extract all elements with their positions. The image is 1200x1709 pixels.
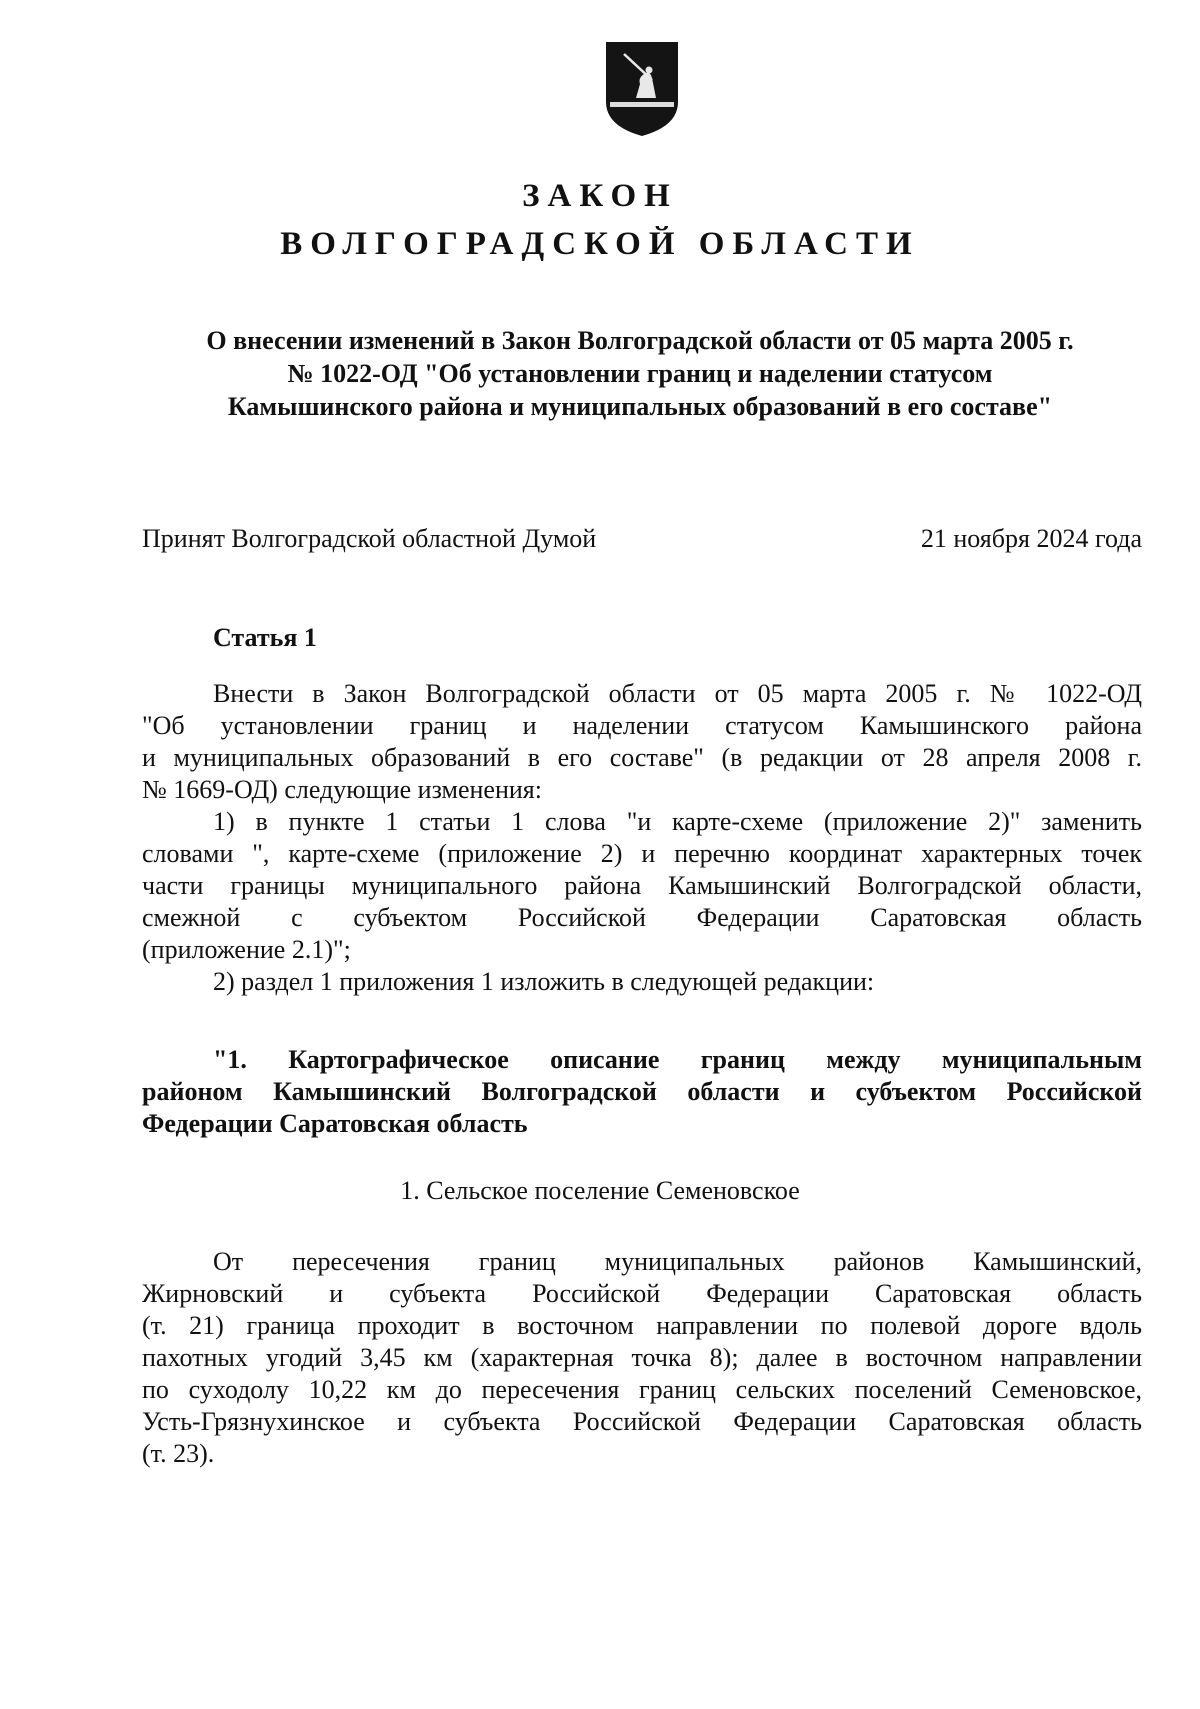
article-line: и муниципальных образований в его составе" (в редакции от 28 апреля 2008 г. [142,743,1142,772]
article-line: 1) в пункте 1 статьи 1 слова "и карте-схеме (приложение 2)" заменить [213,807,1142,836]
subsection-title: 1. Сельское поселение Семеновское [400,1176,800,1205]
description-line: по суходолу 10,22 км до пересечения границ сельских поселений Семеновское, [142,1375,1142,1404]
description-line: (т. 21) граница проходит в восточном направлении по полевой дороге вдоль [142,1311,1142,1340]
article-line: № 1669-ОД) следующие изменения: [142,775,542,804]
description-line: Жирновский и субъекта Российской Федерации Саратовская область [142,1279,1142,1308]
description-line: пахотных угодий 3,45 км (характерная точка 8); далее в восточном направлении [142,1343,1142,1372]
subtitle-line: О внесении изменений в Закон Волгоградской области от 05 марта 2005 г. [206,326,1074,355]
article-line: смежной с субъектом Российской Федерации Саратовская область [142,903,1142,932]
law-region: ВОЛГОГРАДСКОЙ ОБЛАСТИ [280,226,920,262]
article-line: (приложение 2.1)"; [142,935,351,964]
coat-of-arms-icon [604,40,680,138]
subtitle-line: № 1022-ОД "Об установлении границ и наделении статусом [287,359,993,388]
article-line: части границы муниципального района Камышинский Волгоградской области, [142,871,1142,900]
adopted-date: 21 ноября 2024 года [920,524,1142,553]
section-heading-line: "1. Картографическое описание границ между муниципальным [213,1045,1142,1074]
article-line: "Об установлении границ и наделении статусом Камышинского района [142,711,1142,740]
adopted-by: Принят Волгоградской областной Думой [142,524,597,553]
section-heading-line: районом Камышинский Волгоградской области и субъектом Российской [142,1077,1142,1106]
law-title: ЗАКОН [522,178,678,214]
article-heading: Статья 1 [213,623,317,652]
description-line: Усть-Грязнухинское и субъекта Российской Федерации Саратовская область [142,1407,1142,1436]
description-line: От пересечения границ муниципальных районов Камышинский, [213,1247,1142,1276]
article-line: 2) раздел 1 приложения 1 изложить в следующей редакции: [213,967,875,996]
description-line: (т. 23). [142,1439,215,1468]
article-line: Внести в Закон Волгоградской области от 05 марта 2005 г. № 1022-ОД [213,679,1142,708]
section-heading-line: Федерации Саратовская область [142,1109,528,1138]
law-subtitle [130,324,1150,423]
subtitle-line: Камышинского района и муниципальных образований в его составе" [227,392,1053,421]
article-line: словами ", карте-схеме (приложение 2) и перечню координат характерных точек [142,839,1142,868]
